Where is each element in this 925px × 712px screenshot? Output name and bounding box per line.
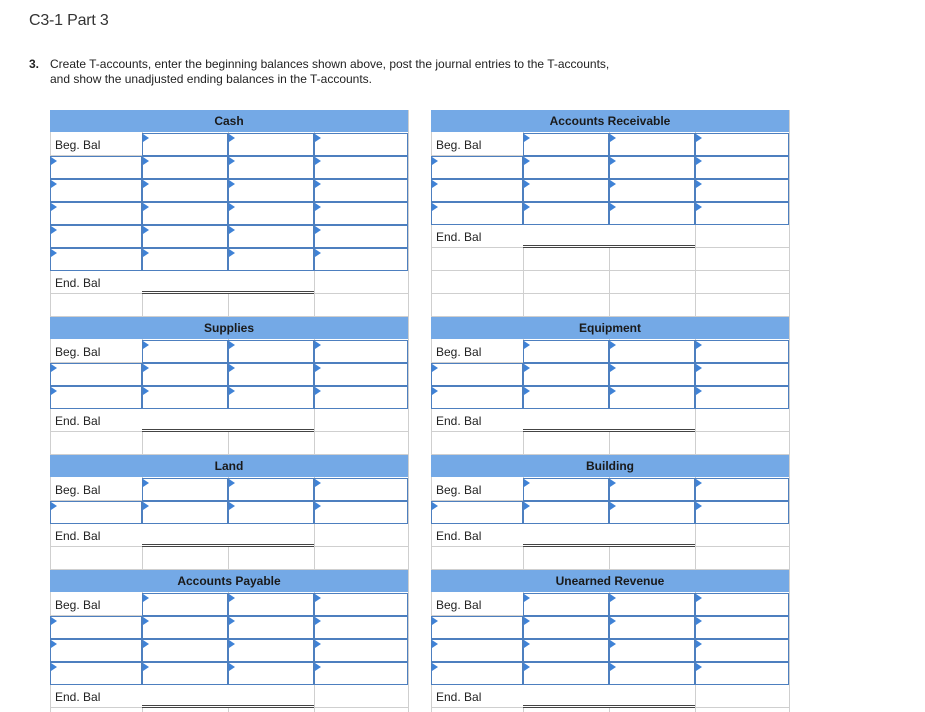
end-bal-label: End. Bal [436, 413, 482, 428]
debit-input[interactable] [142, 363, 228, 386]
account-header: Accounts Receivable [431, 110, 789, 132]
end-bal-label: End. Bal [436, 229, 482, 244]
end-bal-credit-total [228, 524, 314, 547]
credit-input[interactable] [609, 501, 695, 524]
beg-bal-credit-input[interactable] [609, 340, 695, 363]
extra-input[interactable] [314, 616, 408, 639]
end-bal-credit-total [228, 409, 314, 432]
entry-label-input[interactable] [431, 386, 523, 409]
debit-input[interactable] [142, 616, 228, 639]
credit-input[interactable] [609, 363, 695, 386]
entry-label-input[interactable] [431, 501, 523, 524]
credit-input[interactable] [228, 662, 314, 685]
beg-bal-extra-input[interactable] [314, 478, 408, 501]
end-bal-debit-total [523, 225, 609, 248]
entry-label-input[interactable] [50, 363, 142, 386]
debit-input[interactable] [523, 363, 609, 386]
beg-bal-credit-input[interactable] [609, 133, 695, 156]
account-header: Building [431, 455, 789, 477]
account-header: Unearned Revenue [431, 570, 789, 592]
credit-input[interactable] [609, 179, 695, 202]
beg-bal-debit-input[interactable] [142, 478, 228, 501]
beg-bal-debit-input[interactable] [142, 340, 228, 363]
end-bal-label: End. Bal [55, 689, 101, 704]
extra-input[interactable] [695, 386, 789, 409]
end-bal-label: End. Bal [436, 528, 482, 543]
debit-input[interactable] [142, 662, 228, 685]
beg-bal-credit-input[interactable] [609, 593, 695, 616]
t-account-unearned-revenue [431, 570, 789, 712]
account-header: Land [50, 455, 408, 477]
beg-bal-extra-input[interactable] [695, 593, 789, 616]
extra-input[interactable] [314, 248, 408, 271]
end-bal-credit-total [609, 225, 695, 248]
beg-bal-label: Beg. Bal [55, 344, 101, 359]
grid-line [789, 110, 790, 317]
grid-line [408, 570, 409, 712]
entry-label-input[interactable] [50, 248, 142, 271]
entry-label-input[interactable] [50, 616, 142, 639]
extra-input[interactable] [695, 179, 789, 202]
end-bal-credit-total [609, 685, 695, 708]
entry-label-input[interactable] [431, 616, 523, 639]
beg-bal-extra-input[interactable] [314, 593, 408, 616]
beg-bal-debit-input[interactable] [523, 133, 609, 156]
end-bal-label: End. Bal [55, 275, 101, 290]
extra-input[interactable] [695, 662, 789, 685]
extra-input[interactable] [695, 616, 789, 639]
credit-input[interactable] [228, 501, 314, 524]
end-bal-debit-total [142, 409, 228, 432]
account-header: Cash [50, 110, 408, 132]
account-header: Supplies [50, 317, 408, 339]
extra-input[interactable] [695, 156, 789, 179]
debit-input[interactable] [523, 202, 609, 225]
beg-bal-credit-input[interactable] [228, 593, 314, 616]
grid-line [789, 317, 790, 455]
end-bal-debit-total [142, 685, 228, 708]
beg-bal-label: Beg. Bal [436, 597, 482, 612]
entry-label-input[interactable] [50, 156, 142, 179]
credit-input[interactable] [609, 156, 695, 179]
end-bal-debit-total [142, 271, 228, 294]
debit-input[interactable] [142, 501, 228, 524]
extra-input[interactable] [695, 639, 789, 662]
beg-bal-credit-input[interactable] [228, 340, 314, 363]
entry-label-input[interactable] [50, 386, 142, 409]
beg-bal-extra-input[interactable] [695, 133, 789, 156]
extra-input[interactable] [695, 501, 789, 524]
extra-input[interactable] [314, 639, 408, 662]
credit-input[interactable] [609, 639, 695, 662]
beg-bal-extra-input[interactable] [314, 340, 408, 363]
extra-input[interactable] [314, 179, 408, 202]
t-account-equipment [431, 317, 789, 455]
entry-label-input[interactable] [431, 639, 523, 662]
credit-input[interactable] [228, 156, 314, 179]
credit-input[interactable] [609, 662, 695, 685]
credit-input[interactable] [609, 386, 695, 409]
beg-bal-label: Beg. Bal [55, 597, 101, 612]
beg-bal-extra-input[interactable] [314, 133, 408, 156]
beg-bal-debit-input[interactable] [523, 593, 609, 616]
instruction-number: 3. [29, 57, 40, 71]
debit-input[interactable] [523, 662, 609, 685]
debit-input[interactable] [142, 639, 228, 662]
entry-label-input[interactable] [431, 156, 523, 179]
beg-bal-credit-input[interactable] [228, 478, 314, 501]
grid-line [789, 455, 790, 570]
account-header: Equipment [431, 317, 789, 339]
end-bal-debit-total [523, 524, 609, 547]
extra-input[interactable] [314, 202, 408, 225]
grid-line [408, 110, 409, 317]
credit-input[interactable] [228, 386, 314, 409]
debit-input[interactable] [523, 386, 609, 409]
account-header: Accounts Payable [50, 570, 408, 592]
t-account-accounts-receivable [431, 110, 789, 317]
extra-input[interactable] [314, 363, 408, 386]
debit-input[interactable] [142, 179, 228, 202]
extra-input[interactable] [314, 156, 408, 179]
beg-bal-debit-input[interactable] [142, 133, 228, 156]
entry-label-input[interactable] [50, 179, 142, 202]
debit-input[interactable] [523, 501, 609, 524]
end-bal-debit-total [523, 409, 609, 432]
credit-input[interactable] [228, 639, 314, 662]
debit-input[interactable] [523, 616, 609, 639]
entry-label-input[interactable] [50, 501, 142, 524]
end-bal-label: End. Bal [55, 528, 101, 543]
t-account-supplies [50, 317, 408, 455]
beg-bal-extra-input[interactable] [695, 478, 789, 501]
debit-input[interactable] [142, 248, 228, 271]
beg-bal-label: Beg. Bal [55, 137, 101, 152]
credit-input[interactable] [228, 248, 314, 271]
entry-label-input[interactable] [431, 179, 523, 202]
end-bal-credit-total [609, 409, 695, 432]
beg-bal-label: Beg. Bal [436, 344, 482, 359]
extra-input[interactable] [314, 386, 408, 409]
debit-input[interactable] [523, 179, 609, 202]
credit-input[interactable] [228, 202, 314, 225]
credit-input[interactable] [228, 363, 314, 386]
beg-bal-label: Beg. Bal [436, 482, 482, 497]
debit-input[interactable] [142, 202, 228, 225]
credit-input[interactable] [609, 616, 695, 639]
entry-label-input[interactable] [431, 202, 523, 225]
debit-input[interactable] [142, 225, 228, 248]
debit-input[interactable] [142, 386, 228, 409]
beg-bal-debit-input[interactable] [523, 340, 609, 363]
grid-line [431, 293, 789, 294]
beg-bal-label: Beg. Bal [436, 137, 482, 152]
instructions [29, 57, 629, 86]
end-bal-credit-total [228, 685, 314, 708]
debit-input[interactable] [523, 156, 609, 179]
t-account-land [50, 455, 408, 570]
grid-line [408, 317, 409, 455]
beg-bal-debit-input[interactable] [142, 593, 228, 616]
credit-input[interactable] [609, 202, 695, 225]
beg-bal-label: Beg. Bal [55, 482, 101, 497]
extra-input[interactable] [314, 501, 408, 524]
beg-bal-credit-input[interactable] [609, 478, 695, 501]
beg-bal-credit-input[interactable] [228, 133, 314, 156]
end-bal-debit-total [523, 685, 609, 708]
extra-input[interactable] [695, 363, 789, 386]
beg-bal-debit-input[interactable] [523, 478, 609, 501]
credit-input[interactable] [228, 179, 314, 202]
debit-input[interactable] [142, 156, 228, 179]
page-title: C3-1 Part 3 [29, 12, 109, 29]
entry-label-input[interactable] [50, 662, 142, 685]
debit-input[interactable] [523, 639, 609, 662]
t-account-building [431, 455, 789, 570]
extra-input[interactable] [695, 202, 789, 225]
entry-label-input[interactable] [431, 662, 523, 685]
entry-label-input[interactable] [50, 202, 142, 225]
grid-line [431, 270, 789, 271]
credit-input[interactable] [228, 616, 314, 639]
extra-input[interactable] [314, 662, 408, 685]
end-bal-debit-total [142, 524, 228, 547]
grid-line [408, 455, 409, 570]
grid-line [789, 570, 790, 712]
credit-input[interactable] [228, 225, 314, 248]
extra-input[interactable] [314, 225, 408, 248]
entry-label-input[interactable] [50, 225, 142, 248]
beg-bal-extra-input[interactable] [695, 340, 789, 363]
entry-label-input[interactable] [431, 363, 523, 386]
end-bal-label: End. Bal [436, 689, 482, 704]
end-bal-credit-total [609, 524, 695, 547]
end-bal-label: End. Bal [55, 413, 101, 428]
t-account-cash [50, 110, 408, 317]
instruction-text: Create T-accounts, enter the beginning balances shown above, post the journal entries to the T-accounts, and show the unadjusted ending balances in the T-accounts. [50, 57, 610, 86]
t-account-accounts-payable [50, 570, 408, 712]
end-bal-credit-total [228, 271, 314, 294]
entry-label-input[interactable] [50, 639, 142, 662]
